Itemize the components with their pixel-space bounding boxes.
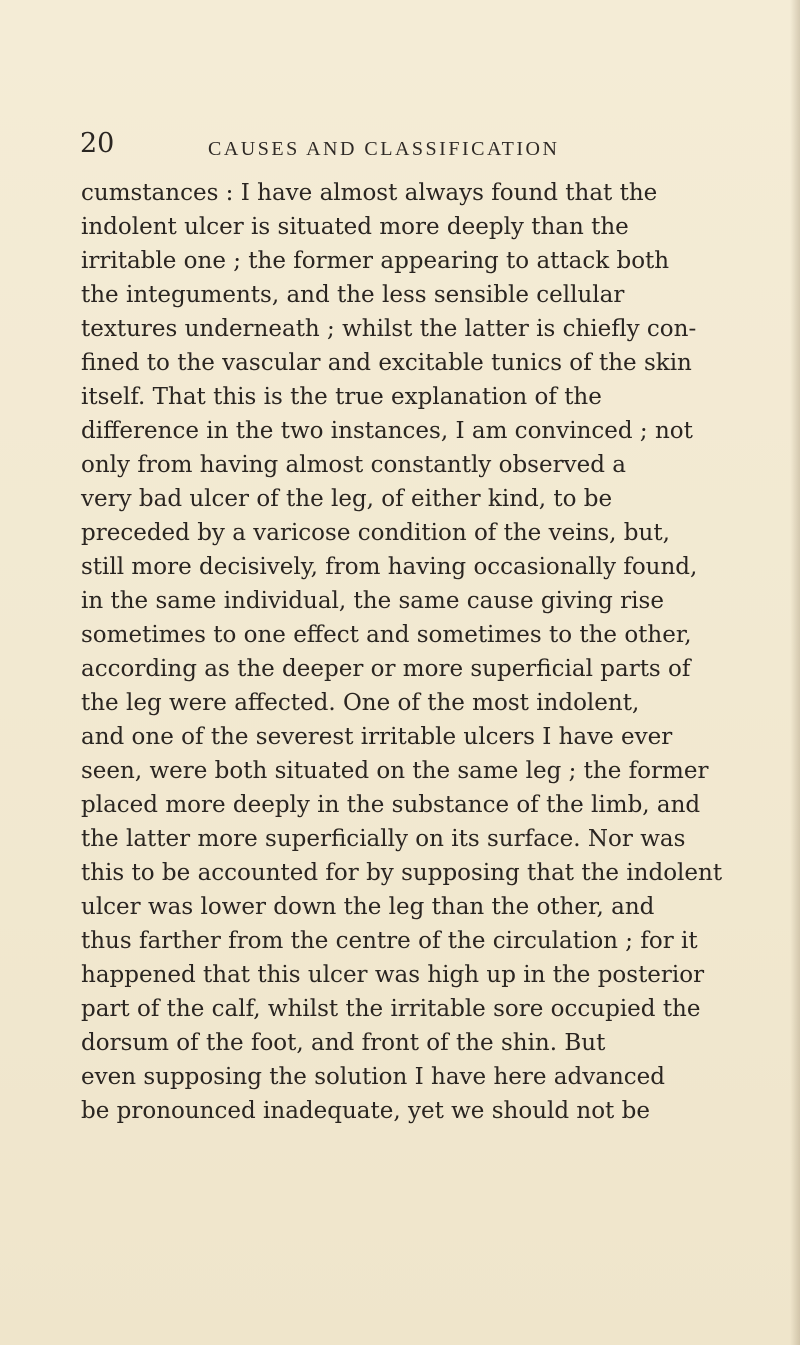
text-line: still more decisively, from having occasionally found, <box>81 554 698 580</box>
text-line: the integuments, and the less sensible cellular <box>81 282 625 308</box>
text-line: dorsum of the foot, and front of the shin. But <box>81 1030 606 1056</box>
text-line: itself. That this is the true explanation of the <box>81 384 602 410</box>
text-line: according as the deeper or more superficial parts of <box>81 656 691 682</box>
text-line: this to be accounted for by supposing that the indolent <box>81 860 723 886</box>
text-line: even supposing the solution I have here advanced <box>81 1064 665 1090</box>
text-line: the latter more superficially on its surface. Nor was <box>81 826 686 852</box>
text-line: difference in the two instances, I am convinced ; not <box>81 418 693 444</box>
text-line: and one of the severest irritable ulcers I have ever <box>81 724 673 750</box>
text-line: only from having almost constantly observed a <box>81 452 626 478</box>
text-line: seen, were both situated on the same leg ; the former <box>81 758 709 784</box>
text-line: irritable one ; the former appearing to attack both <box>81 248 670 274</box>
text-line: preceded by a varicose condition of the veins, but, <box>81 520 670 546</box>
text-line: very bad ulcer of the leg, of either kind, to be <box>81 486 613 512</box>
text-line: sometimes to one effect and sometimes to the other, <box>81 622 692 648</box>
text-line: thus farther from the centre of the circulation ; for it <box>81 928 698 954</box>
text-line: the leg were affected. One of the most indolent, <box>81 690 640 716</box>
text-line: happened that this ulcer was high up in the posterior <box>81 962 705 988</box>
text-line: cumstances : I have almost always found that the <box>81 180 658 206</box>
running-head: CAUSES AND CLASSIFICATION <box>208 138 560 160</box>
text-line: fined to the vascular and excitable tunics of the skin <box>81 350 692 376</box>
text-line: textures underneath ; whilst the latter is chiefly con- <box>81 316 697 342</box>
page-number: 20 <box>80 128 115 159</box>
text-line: placed more deeply in the substance of the limb, and <box>81 792 701 818</box>
text-line: indolent ulcer is situated more deeply than the <box>81 214 629 240</box>
text-line: in the same individual, the same cause giving rise <box>81 588 664 614</box>
text-line: part of the calf, whilst the irritable sore occupied the <box>81 996 701 1022</box>
text-line: be pronounced inadequate, yet we should not be <box>81 1098 650 1124</box>
body-text <box>81 176 771 1128</box>
text-line: ulcer was lower down the leg than the other, and <box>81 894 655 920</box>
page-edge-shadow <box>790 0 800 1345</box>
